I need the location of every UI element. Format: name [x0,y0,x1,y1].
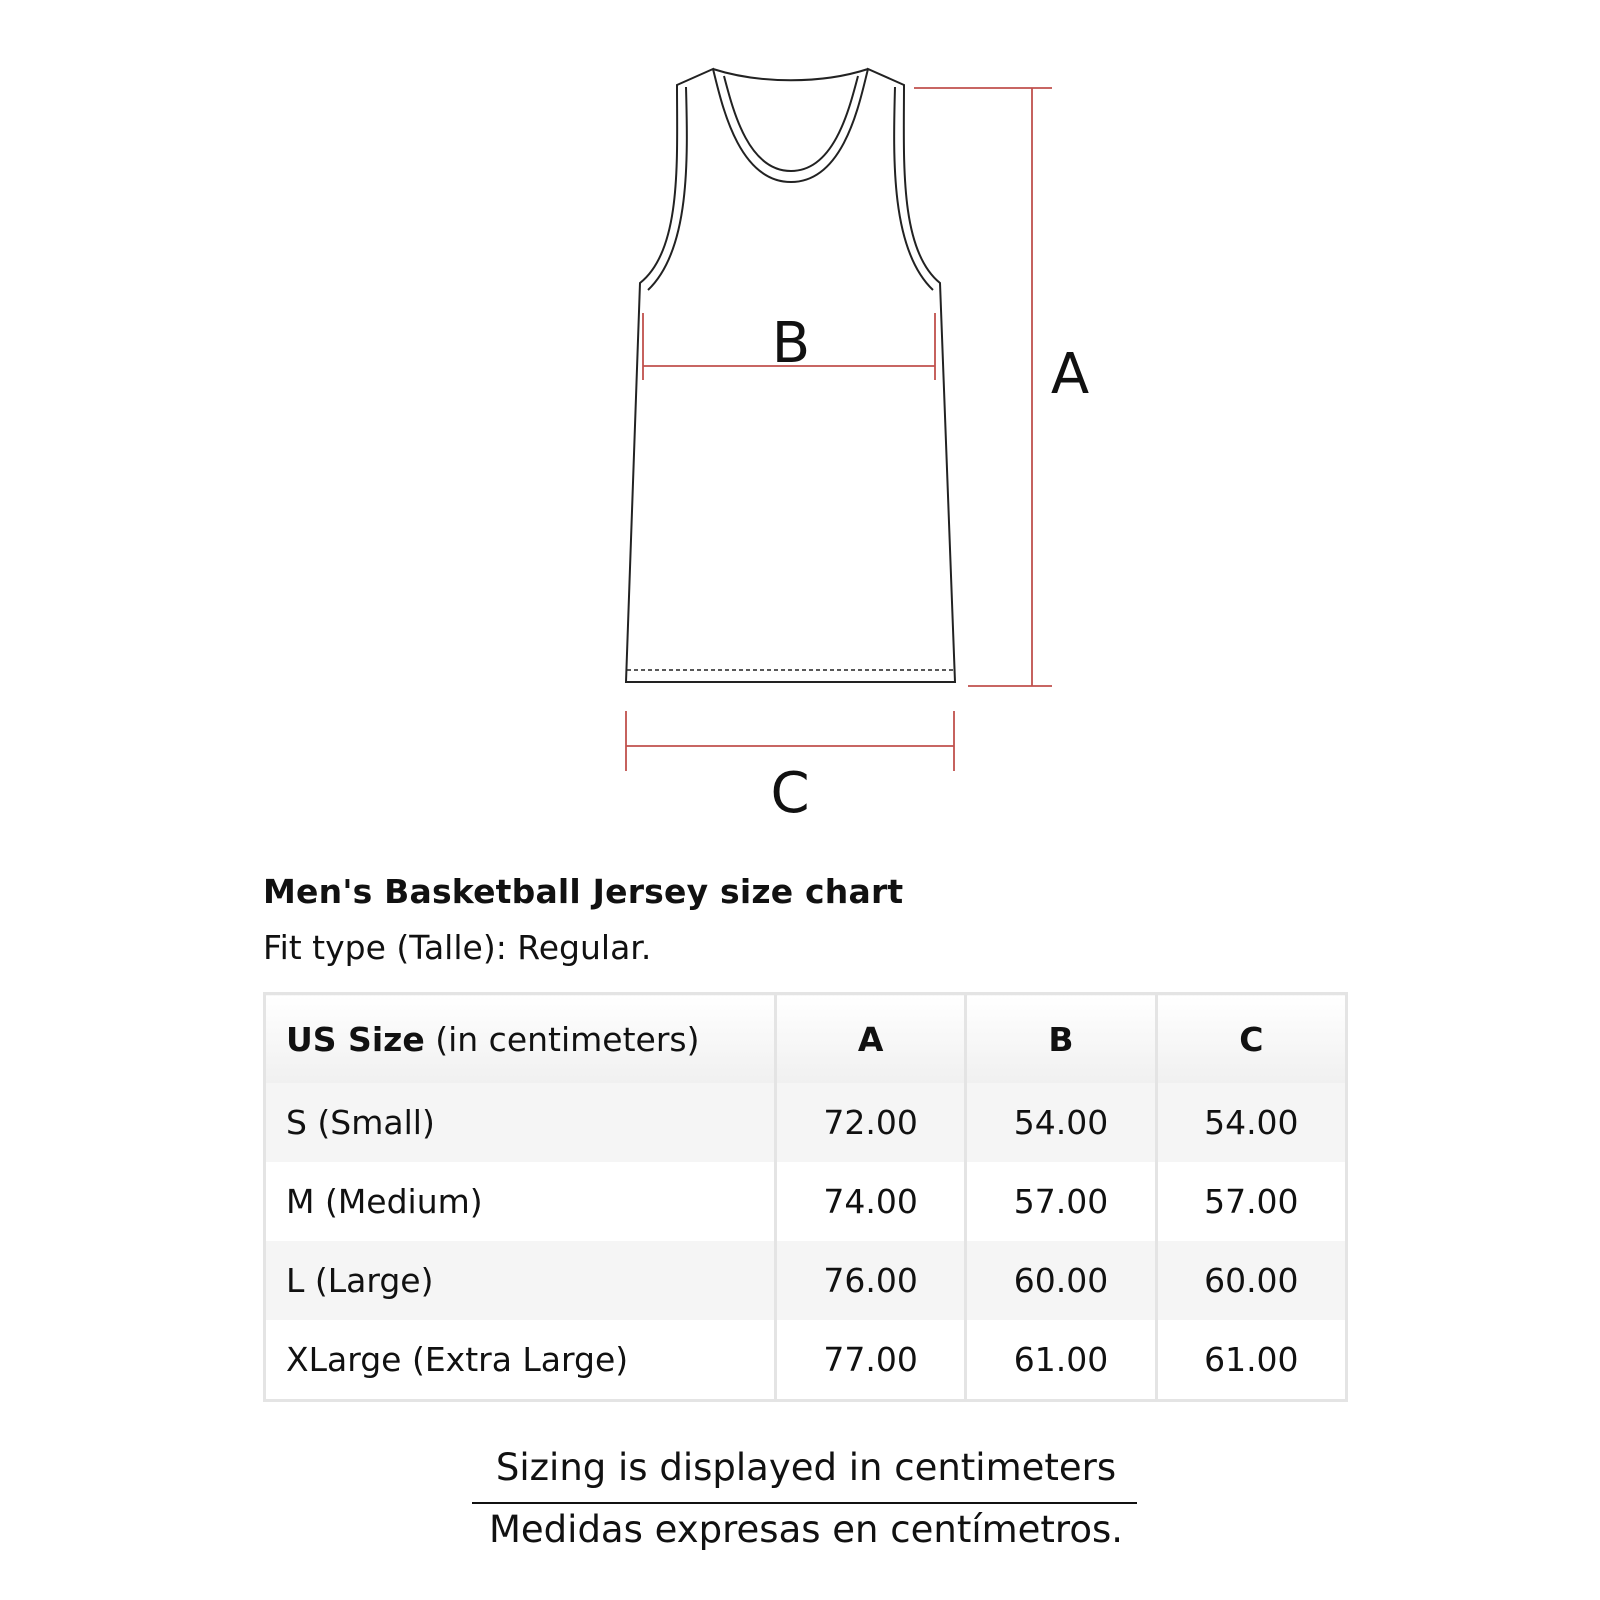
cell-c: 57.00 [1156,1162,1346,1241]
footer-note-spanish: Medidas expresas en centímetros. [488,1508,1123,1551]
footer-note-english: Sizing is displayed in centimeters [495,1446,1117,1489]
size-chart-title: Men's Basketball Jersey size chart [263,872,904,911]
cell-b: 54.00 [966,1083,1156,1162]
dimension-b-label: B [771,311,811,376]
cell-a: 72.00 [776,1083,966,1162]
header-b: B [966,994,1156,1084]
cell-size: S (Small) [265,1083,776,1162]
header-us-size-label: US Size [286,1019,425,1059]
cell-b: 61.00 [966,1320,1156,1401]
footer-divider [472,1502,1137,1504]
header-a: A [776,994,966,1084]
table-row [265,1241,1347,1320]
cell-a: 74.00 [776,1162,966,1241]
cell-b: 60.00 [966,1241,1156,1320]
cell-c: 60.00 [1156,1241,1346,1320]
header-unit-note: (in centimeters) [424,1019,700,1059]
dimension-c-label: C [770,761,810,826]
table-row [265,1162,1347,1241]
table-header-row [265,994,1347,1084]
cell-c: 61.00 [1156,1320,1346,1401]
dimension-a-indicator [914,88,1052,686]
header-c: C [1156,994,1346,1084]
cell-size: M (Medium) [265,1162,776,1241]
cell-c: 54.00 [1156,1083,1346,1162]
table-row [265,1083,1347,1162]
cell-b: 57.00 [966,1162,1156,1241]
header-us-size [265,994,776,1084]
cell-size: L (Large) [265,1241,776,1320]
table-row [265,1320,1347,1401]
size-table [263,992,1348,1402]
cell-a: 77.00 [776,1320,966,1401]
cell-a: 76.00 [776,1241,966,1320]
fit-type-subtitle: Fit type (Talle): Regular. [263,928,652,967]
dimension-a-label: A [1050,342,1090,407]
cell-size: XLarge (Extra Large) [265,1320,776,1401]
